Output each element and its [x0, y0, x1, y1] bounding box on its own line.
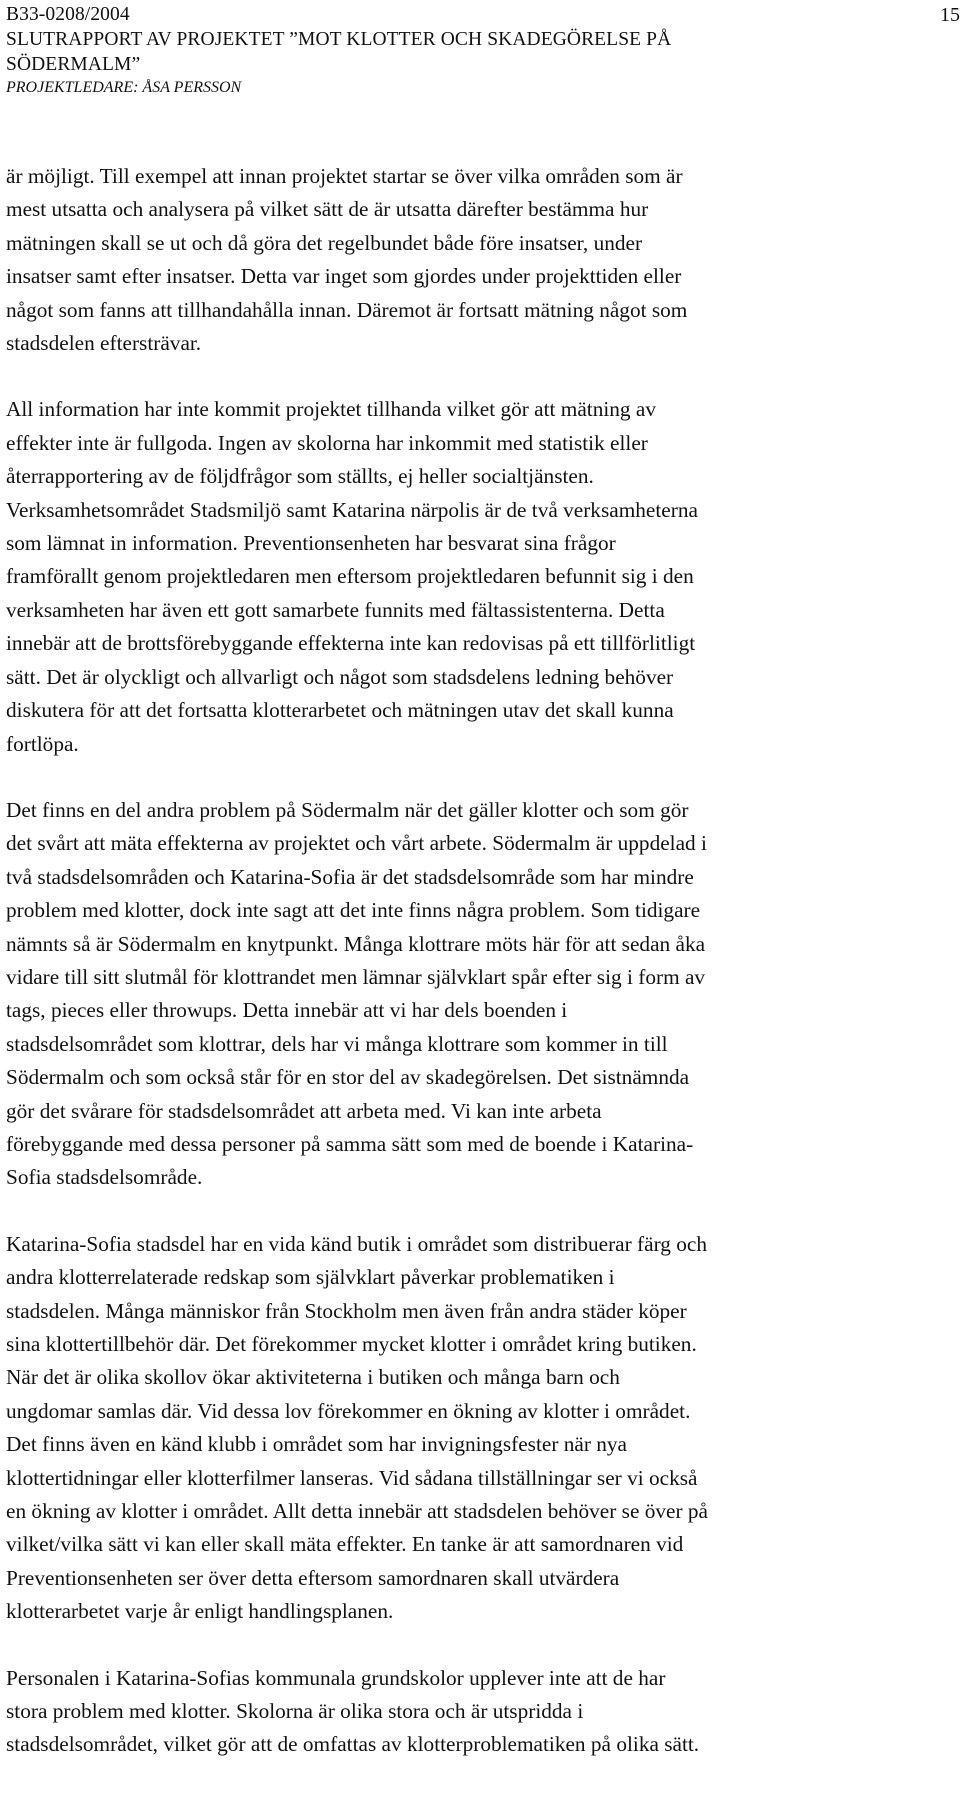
paragraph: [6, 1662, 956, 1762]
text-line: När det är olika skollov ökar aktiviteterna i butiken och många barn och: [6, 1365, 620, 1390]
text-line: stora problem med klotter. Skolorna är olika stora och är utspridda i: [6, 1699, 584, 1724]
text-line: som lämnat in information. Preventionsenheten har besvarat sina frågor: [6, 531, 616, 556]
paragraph: [6, 160, 956, 360]
text-line: mätningen skall se ut och då göra det regelbundet både före insatser, under: [6, 230, 643, 255]
text-line: All information har inte kommit projektet tillhanda vilket gör att mätning av: [6, 397, 657, 422]
text-line: ungdomar samlas där. Vid dessa lov förekommer en ökning av klotter i området.: [6, 1398, 691, 1423]
text-line: Personalen i Katarina-Sofias kommunala grundskolor upplever inte att de har: [6, 1665, 666, 1690]
text-line: innebär att de brottsförebyggande effekterna inte kan redovisas på ett tillförlitligt: [6, 631, 696, 656]
project-leader: PROJEKTLEDARE: ÅSA PERSSON: [6, 79, 242, 96]
paragraph: [6, 1228, 956, 1629]
text-line: återrapportering av de följdfrågor som ställts, ej heller socialtjänsten.: [6, 464, 594, 489]
text-line: klotterarbetet varje år enligt handlingsplanen.: [6, 1599, 394, 1624]
document-number: B33-0208/2004: [6, 4, 130, 25]
text-line: Preventionsenheten ser över detta eftersom samordnaren skall utvärdera: [6, 1565, 620, 1590]
text-line: något som fanns att tillhandahålla innan. Däremot är fortsatt mätning något som: [6, 297, 688, 322]
paragraph: [6, 393, 956, 760]
text-line: gör det svårare för stadsdelsområdet att arbeta med. Vi kan inte arbeta: [6, 1098, 602, 1123]
text-line: förebyggande med dessa personer på samma sätt som med de boende i Katarina-: [6, 1131, 694, 1156]
text-line: Södermalm och som också står för en stor del av skadegörelsen. Det sistnämnda: [6, 1065, 690, 1090]
text-line: klottertidningar eller klotterfilmer lanseras. Vid sådana tillställningar ser vi också: [6, 1465, 698, 1490]
text-line: insatser samt efter insatser. Detta var inget som gjordes under projekttiden eller: [6, 264, 682, 289]
text-line: sätt. Det är olyckligt och allvarligt och något som stadsdelens ledning behöver: [6, 664, 674, 689]
text-line: andra klotterrelaterade redskap som självklart påverkar problematiken i: [6, 1265, 615, 1290]
text-line: tags, pieces eller throwups. Detta innebär att vi har dels boenden i: [6, 998, 568, 1023]
text-line: effekter inte är fullgoda. Ingen av skolorna har inkommit med statistik eller: [6, 430, 648, 455]
text-line: nämnts så är Södermalm en knytpunkt. Många klottrare möts här för att sedan åka: [6, 931, 706, 956]
text-line: två stadsdelsområden och Katarina-Sofia är det stadsdelsområde som har mindre: [6, 864, 694, 889]
text-line: är möjligt. Till exempel att innan projektet startar se över vilka områden som är: [6, 164, 683, 188]
paragraph: [6, 794, 956, 1195]
body-text: [6, 160, 956, 1795]
text-line: vilket/vilka sätt vi kan eller skall mäta effekter. En tanke är att samordnaren vid: [6, 1532, 684, 1557]
text-line: stadsdelsområdet som klottrar, dels har vi många klottrare som kommer in till: [6, 1031, 668, 1056]
text-line: vidare till sitt slutmål för klottrandet men lämnar självklart spår efter sig i form av: [6, 964, 706, 989]
text-line: Verksamhetsområdet Stadsmiljö samt Katarina närpolis är de två verksamheterna: [6, 497, 698, 522]
text-line: det svårt att mäta effekterna av projektet och vårt arbete. Södermalm är uppdelad i: [6, 831, 707, 856]
text-line: Det finns en del andra problem på Södermalm när det gäller klotter och som gör: [6, 797, 689, 822]
text-line: Det finns även en känd klubb i området som har invigningsfester när nya: [6, 1432, 627, 1457]
text-line: sina klottertillbehör där. Det förekommer mycket klotter i området kring butiken.: [6, 1332, 697, 1356]
text-line: stadsdelsområdet, vilket gör att de omfattas av klotterproblematiken på olika sätt.: [6, 1732, 700, 1757]
text-line: Sofia stadsdelsområde.: [6, 1165, 203, 1190]
text-line: stadsdelen eftersträvar.: [6, 331, 202, 356]
text-line: mest utsatta och analysera på vilket sätt de är utsatta därefter bestämma hur: [6, 197, 649, 222]
text-line: framförallt genom projektledaren men eftersom projektledaren befunnit sig i den: [6, 564, 694, 589]
text-line: problem med klotter, dock inte sagt att det inte finns några problem. Som tidigare: [6, 898, 701, 923]
text-line: en ökning av klotter i området. Allt detta innebär att stadsdelen behöver se över på: [6, 1499, 708, 1524]
page-header: [6, 2, 926, 98]
report-title-line-2: SÖDERMALM”: [6, 54, 141, 75]
page-number: 15: [940, 4, 960, 26]
text-line: diskutera för att det fortsatta klotterarbetet och mätningen utav det skall kunna: [6, 698, 674, 723]
text-line: stadsdelen. Många människor från Stockholm men även från andra städer köper: [6, 1298, 687, 1323]
text-line: Katarina-Sofia stadsdel har en vida känd butik i området som distribuerar färg och: [6, 1231, 708, 1256]
text-line: verksamheten har även ett gott samarbete funnits med fältassistenterna. Detta: [6, 597, 665, 622]
text-line: fortlöpa.: [6, 731, 79, 756]
report-title-line-1: SLUTRAPPORT AV PROJEKTET ”MOT KLOTTER OCH SKADEGÖRELSE PÅ: [6, 29, 672, 50]
